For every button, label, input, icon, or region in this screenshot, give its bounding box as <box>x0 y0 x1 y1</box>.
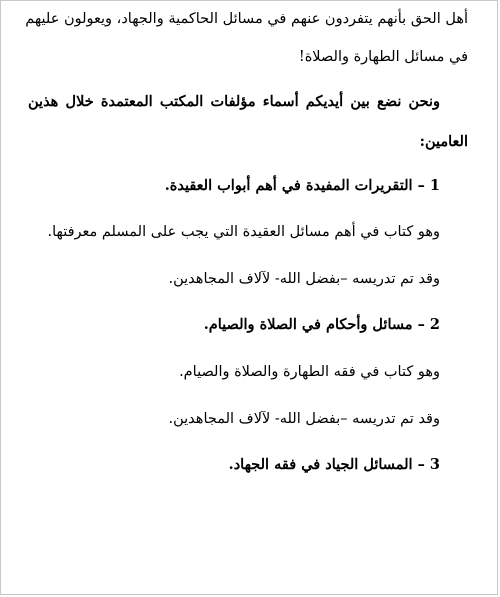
list-item-title: 1 – التقريرات المفيدة في أهم أبواب العقيدة. <box>164 177 440 194</box>
list-item-note: وقد تم تدريسه –بفضل الله- لآلاف المجاهدين. <box>168 411 440 427</box>
paragraph-line: أهل الحق بأنهم يتفردون عنهم في مسائل الحاكمية والجهاد، ويعولون عليهم <box>25 11 468 27</box>
list-item-note: وقد تم تدريسه –بفضل الله- لآلاف المجاهدين. <box>168 271 440 287</box>
list-item-description: وهو كتاب في أهم مسائل العقيدة التي يجب على المسلم معرفتها. <box>47 224 440 240</box>
paragraph-line: ونحن نضع بين أيديكم أسماء مؤلفات المكتب المعتمدة خلال هذين <box>28 93 440 110</box>
list-item-title: 3 – المسائل الجياد في فقه الجهاد. <box>228 456 440 473</box>
list-item-description: وهو كتاب في فقه الطهارة والصلاة والصيام. <box>179 364 440 380</box>
paragraph-line: في مسائل الطهارة والصلاة! <box>298 49 468 65</box>
list-item-title: 2 – مسائل وأحكام في الصلاة والصيام. <box>203 316 440 333</box>
paragraph-line: العامين: <box>419 133 468 150</box>
